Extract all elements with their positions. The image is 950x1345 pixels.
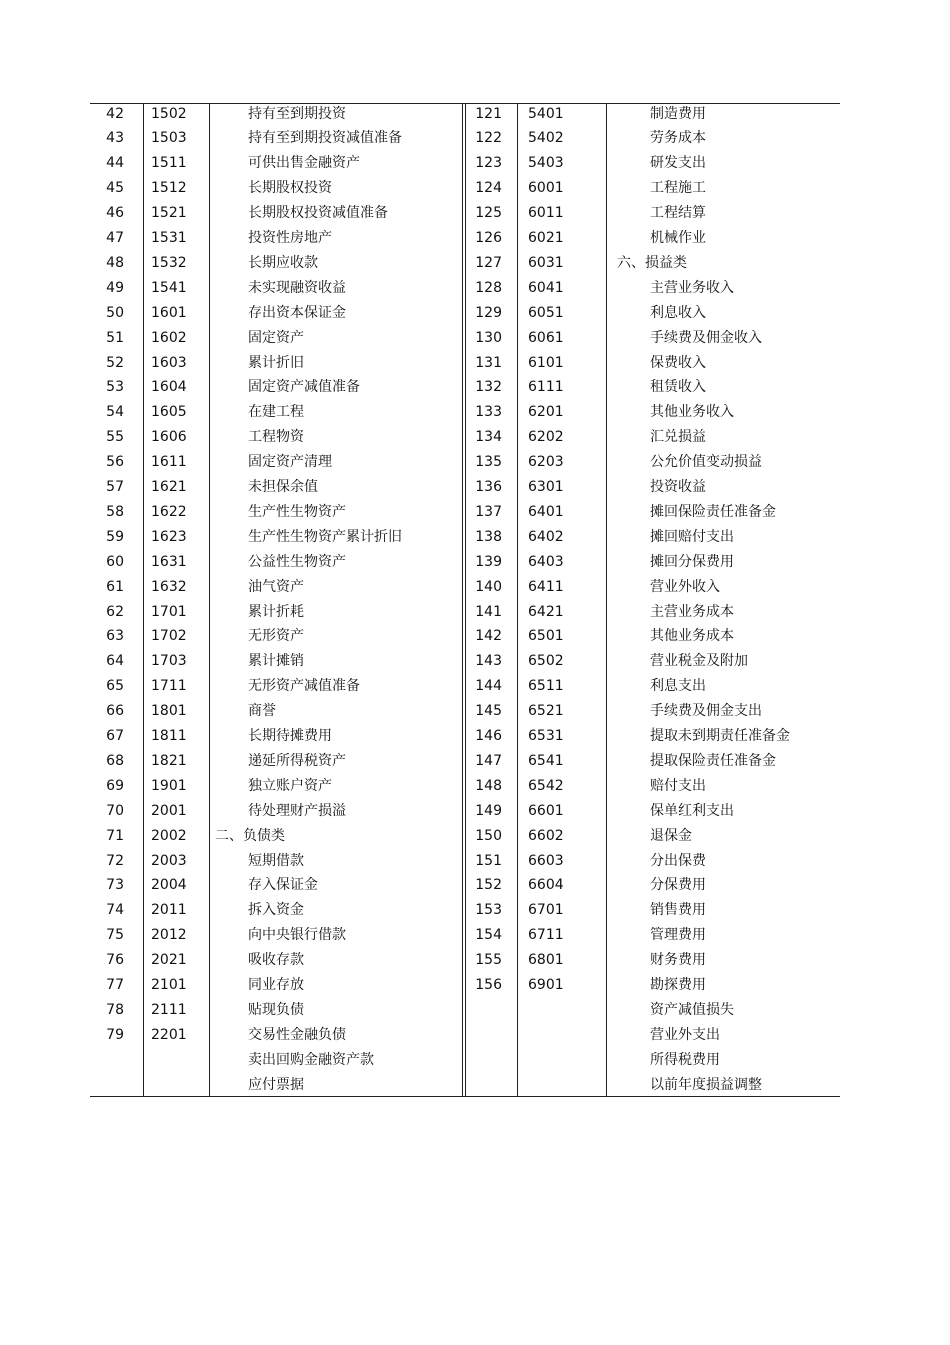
row-number: 49 [106, 279, 124, 296]
row-number: 44 [106, 155, 124, 172]
row-number: 129 [475, 304, 502, 321]
account-name: 营业外收入 [650, 578, 720, 595]
account-code: 1521 [151, 205, 187, 222]
row-number: 69 [106, 777, 124, 794]
account-name: 营业外支出 [650, 1026, 720, 1043]
account-name: 固定资产 [248, 329, 304, 346]
row-number: 56 [106, 454, 124, 471]
account-name: 保费收入 [650, 354, 706, 371]
row-number: 55 [106, 429, 124, 446]
account-code: 1801 [151, 703, 187, 720]
row-number: 75 [106, 927, 124, 944]
account-code: 5401 [528, 105, 564, 122]
account-name: 租赁收入 [650, 379, 706, 396]
account-name: 制造费用 [650, 105, 706, 122]
account-code: 6011 [528, 205, 564, 222]
account-name: 贴现负债 [248, 1001, 304, 1018]
row-number: 63 [106, 628, 124, 645]
account-code: 1901 [151, 777, 187, 794]
account-code: 1702 [151, 628, 187, 645]
account-name: 递延所得税资产 [248, 752, 346, 769]
row-number: 134 [475, 429, 502, 446]
row-number: 138 [475, 528, 502, 545]
account-code: 2111 [151, 1001, 187, 1018]
account-code: 6041 [528, 279, 564, 296]
account-code: 1511 [151, 155, 187, 172]
account-code: 1703 [151, 653, 187, 670]
account-code: 6901 [528, 977, 564, 993]
account-code: 2011 [151, 902, 187, 919]
row-number: 45 [106, 180, 124, 197]
account-name: 存出资本保证金 [248, 304, 346, 321]
row-number: 152 [475, 877, 502, 894]
account-name: 公允价值变动损益 [650, 454, 762, 471]
account-code: 1821 [151, 752, 187, 769]
account-name: 保单红利支出 [650, 802, 734, 819]
row-number: 154 [475, 927, 502, 944]
account-name: 其他业务收入 [650, 404, 734, 421]
account-code: 1601 [151, 304, 187, 321]
account-name: 工程物资 [248, 429, 304, 446]
category-heading: 二、负债类 [215, 827, 285, 844]
account-code: 2003 [151, 852, 187, 869]
row-number: 131 [475, 354, 502, 371]
row-number: 78 [106, 1001, 124, 1018]
row-number: 143 [475, 653, 502, 670]
row-number: 77 [106, 977, 124, 993]
account-name: 资产减值损失 [650, 1001, 734, 1018]
account-name: 生产性生物资产 [248, 503, 346, 520]
account-name: 投资性房地产 [248, 230, 332, 246]
account-name: 无形资产减值准备 [248, 678, 360, 695]
row-number: 142 [475, 628, 502, 645]
account-code: 1611 [151, 454, 187, 471]
row-number [64, 1073, 124, 1098]
account-name: 可供出售金融资产 [248, 155, 360, 172]
account-name: 手续费及佣金支出 [650, 703, 762, 720]
row-number: 50 [106, 304, 124, 321]
account-name: 利息收入 [650, 304, 706, 321]
row-number: 123 [475, 155, 502, 172]
account-code: 6502 [528, 653, 564, 670]
row-number: 51 [106, 329, 124, 346]
row-number: 53 [106, 379, 124, 396]
account-code: 2012 [151, 927, 187, 944]
account-code: 1541 [151, 279, 187, 296]
row-number: 151 [475, 852, 502, 869]
row-number: 124 [475, 180, 502, 197]
account-name: 主营业务成本 [650, 603, 734, 620]
row-number: 125 [475, 205, 502, 222]
row-number: 126 [475, 230, 502, 246]
account-name: 手续费及佣金收入 [650, 329, 762, 346]
account-name: 工程结算 [650, 205, 706, 222]
account-code: 6203 [528, 454, 564, 471]
account-code: 6602 [528, 827, 564, 844]
row-number [442, 1048, 502, 1073]
row-number: 42 [106, 105, 124, 122]
account-code: 2002 [151, 827, 187, 844]
account-name: 公益性生物资产 [248, 553, 346, 570]
divider-right-no-code [517, 103, 518, 1097]
account-name: 未担保余值 [248, 479, 318, 495]
row-number: 149 [475, 802, 502, 819]
row-number: 150 [475, 827, 502, 844]
row-number: 43 [106, 130, 124, 147]
account-name: 未实现融资收益 [248, 279, 346, 296]
row-number: 73 [106, 877, 124, 894]
account-name: 商誉 [248, 703, 276, 720]
account-code: 1531 [151, 230, 187, 246]
account-code: 6604 [528, 877, 564, 894]
account-name: 汇兑损益 [650, 429, 706, 446]
divider-left-no-code [143, 103, 144, 1097]
account-name: 长期股权投资 [248, 180, 332, 197]
row-number: 76 [106, 952, 124, 969]
account-code: 5403 [528, 155, 564, 172]
row-number: 135 [475, 454, 502, 471]
account-name: 同业存放 [248, 977, 304, 993]
account-code: 1631 [151, 553, 187, 570]
account-name: 摊回保险责任准备金 [650, 503, 776, 520]
row-number [64, 1048, 124, 1073]
account-name: 交易性金融负债 [248, 1026, 346, 1043]
account-code: 1623 [151, 528, 187, 545]
account-code: 6603 [528, 852, 564, 869]
account-code: 6202 [528, 429, 564, 446]
account-name: 财务费用 [650, 952, 706, 969]
divider-right-code-name [606, 103, 607, 1097]
account-code: 6421 [528, 603, 564, 620]
account-code: 1622 [151, 503, 187, 520]
account-code: 6511 [528, 678, 564, 695]
account-code: 2201 [151, 1026, 187, 1043]
row-number: 155 [475, 952, 502, 969]
account-name: 应付票据 [248, 1076, 304, 1093]
account-name: 分保费用 [650, 877, 706, 894]
account-code: 2021 [151, 952, 187, 969]
row-number: 59 [106, 528, 124, 545]
account-code: 1605 [151, 404, 187, 421]
row-number: 54 [106, 404, 124, 421]
row-number: 147 [475, 752, 502, 769]
account-name: 累计折耗 [248, 603, 304, 620]
row-number: 72 [106, 852, 124, 869]
account-code: 1621 [151, 479, 187, 495]
row-number: 60 [106, 553, 124, 570]
account-name: 劳务成本 [650, 130, 706, 147]
account-code: 1502 [151, 105, 187, 122]
row-number: 47 [106, 230, 124, 246]
row-number: 130 [475, 329, 502, 346]
account-name: 研发支出 [650, 155, 706, 172]
row-number: 140 [475, 578, 502, 595]
account-code: 2001 [151, 802, 187, 819]
row-number: 68 [106, 752, 124, 769]
account-code: 6401 [528, 503, 564, 520]
row-number: 148 [475, 777, 502, 794]
row-number: 146 [475, 728, 502, 744]
account-code: 6031 [528, 254, 564, 271]
row-number: 122 [475, 130, 502, 147]
account-name: 以前年度损益调整 [650, 1076, 762, 1093]
account-name: 机械作业 [650, 230, 706, 246]
row-number: 127 [475, 254, 502, 271]
account-name: 卖出回购金融资产款 [248, 1051, 374, 1068]
account-name: 长期股权投资减值准备 [248, 205, 388, 222]
account-code: 1503 [151, 130, 187, 147]
row-number: 64 [106, 653, 124, 670]
row-number: 79 [106, 1026, 124, 1043]
account-name: 销售费用 [650, 902, 706, 919]
account-name: 长期待摊费用 [248, 728, 332, 744]
account-code: 6542 [528, 777, 564, 794]
account-name: 持有至到期投资减值准备 [248, 130, 402, 147]
account-code: 2004 [151, 877, 187, 894]
account-name: 退保金 [650, 827, 692, 844]
account-name: 管理费用 [650, 927, 706, 944]
account-code: 1701 [151, 603, 187, 620]
account-name: 投资收益 [650, 479, 706, 495]
row-number: 128 [475, 279, 502, 296]
account-code: 6201 [528, 404, 564, 421]
row-number: 153 [475, 902, 502, 919]
account-name: 摊回分保费用 [650, 553, 734, 570]
account-code: 6701 [528, 902, 564, 919]
account-name: 生产性生物资产累计折旧 [248, 528, 402, 545]
account-name: 长期应收款 [248, 254, 318, 271]
account-code: 6711 [528, 927, 564, 944]
row-number: 61 [106, 578, 124, 595]
account-code: 6402 [528, 528, 564, 545]
row-number: 156 [475, 977, 502, 993]
row-number: 62 [106, 603, 124, 620]
account-name: 所得税费用 [650, 1051, 720, 1068]
account-code: 6101 [528, 354, 564, 371]
row-number: 139 [475, 553, 502, 570]
account-name: 营业税金及附加 [650, 653, 748, 670]
account-name: 存入保证金 [248, 877, 318, 894]
account-code: 1711 [151, 678, 187, 695]
row-number: 67 [106, 728, 124, 744]
account-code: 5402 [528, 130, 564, 147]
account-name: 短期借款 [248, 852, 304, 869]
account-name: 其他业务成本 [650, 628, 734, 645]
account-code: 6403 [528, 553, 564, 570]
row-number: 57 [106, 479, 124, 495]
account-code: 6601 [528, 802, 564, 819]
row-number: 52 [106, 354, 124, 371]
account-code: 1602 [151, 329, 187, 346]
account-name: 勘探费用 [650, 977, 706, 993]
row-number: 141 [475, 603, 502, 620]
row-number: 121 [475, 105, 502, 122]
account-code: 1606 [151, 429, 187, 446]
row-number: 136 [475, 479, 502, 495]
row-number: 70 [106, 802, 124, 819]
account-name: 分出保费 [650, 852, 706, 869]
account-code: 6021 [528, 230, 564, 246]
account-code: 6111 [528, 379, 564, 396]
account-name: 摊回赔付支出 [650, 528, 734, 545]
account-name: 累计折旧 [248, 354, 304, 371]
divider-left-code-name [209, 103, 210, 1097]
account-name: 持有至到期投资 [248, 105, 346, 122]
account-code: 6301 [528, 479, 564, 495]
account-code: 6001 [528, 180, 564, 197]
row-number: 137 [475, 503, 502, 520]
account-name: 提取未到期责任准备金 [650, 728, 790, 744]
account-code: 2101 [151, 977, 187, 993]
account-name: 主营业务收入 [650, 279, 734, 296]
account-name: 在建工程 [248, 404, 304, 421]
account-code: 6411 [528, 578, 564, 595]
row-number: 66 [106, 703, 124, 720]
account-name: 固定资产清理 [248, 454, 332, 471]
account-code: 6051 [528, 304, 564, 321]
account-code: 1512 [151, 180, 187, 197]
account-code: 6061 [528, 329, 564, 346]
account-code: 1604 [151, 379, 187, 396]
row-number: 46 [106, 205, 124, 222]
account-code: 6531 [528, 728, 564, 744]
row-number: 71 [106, 827, 124, 844]
account-name: 向中央银行借款 [248, 927, 346, 944]
account-name: 待处理财产损溢 [248, 802, 346, 819]
row-number: 58 [106, 503, 124, 520]
row-number: 133 [475, 404, 502, 421]
account-code: 6541 [528, 752, 564, 769]
account-name: 提取保险责任准备金 [650, 752, 776, 769]
account-name: 赔付支出 [650, 777, 706, 794]
account-name: 油气资产 [248, 578, 304, 595]
account-name: 固定资产减值准备 [248, 379, 360, 396]
account-code: 1811 [151, 728, 187, 744]
row-number: 48 [106, 254, 124, 271]
category-heading: 六、损益类 [617, 254, 687, 271]
account-name: 独立账户资产 [248, 777, 332, 794]
row-number: 74 [106, 902, 124, 919]
row-number: 145 [475, 703, 502, 720]
account-name: 工程施工 [650, 180, 706, 197]
row-number: 132 [475, 379, 502, 396]
account-name: 拆入资金 [248, 902, 304, 919]
account-name: 吸收存款 [248, 952, 304, 969]
account-code: 1603 [151, 354, 187, 371]
account-name: 利息支出 [650, 678, 706, 695]
account-code: 6521 [528, 703, 564, 720]
row-number [442, 1023, 502, 1048]
account-code: 1532 [151, 254, 187, 271]
account-name: 无形资产 [248, 628, 304, 645]
row-number: 65 [106, 678, 124, 695]
account-code: 1632 [151, 578, 187, 595]
account-name: 累计摊销 [248, 653, 304, 670]
row-number: 144 [475, 678, 502, 695]
row-number [442, 998, 502, 1023]
row-number [442, 1073, 502, 1098]
account-code: 6801 [528, 952, 564, 969]
account-code: 6501 [528, 628, 564, 645]
